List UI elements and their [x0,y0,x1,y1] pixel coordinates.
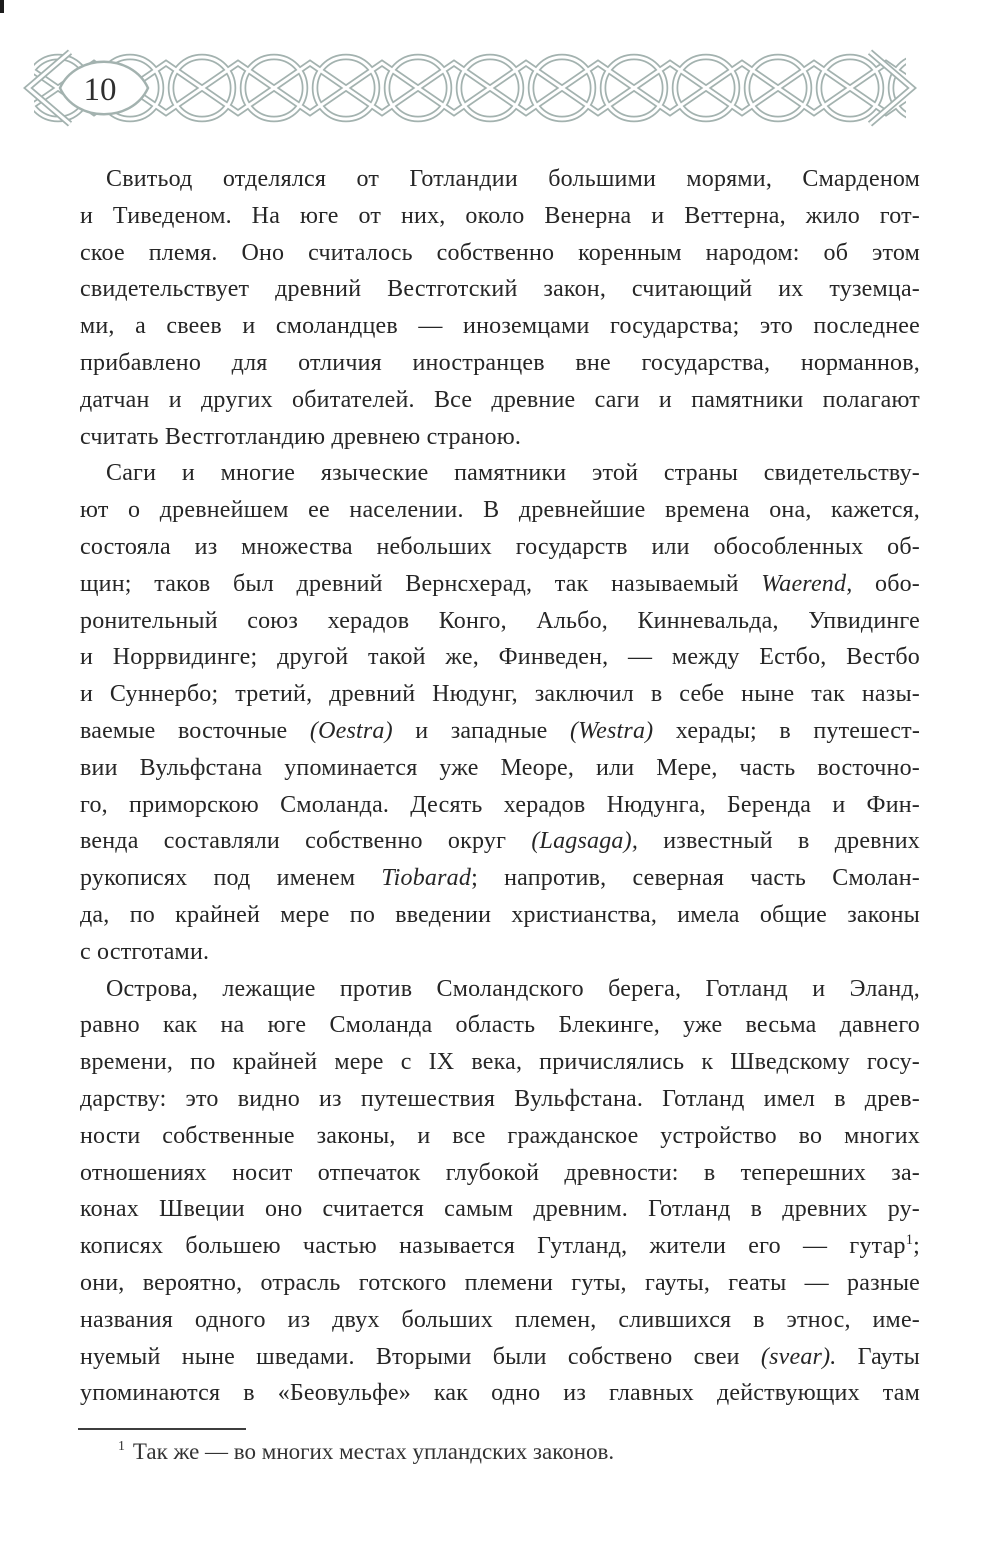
text-line: времени, по крайней мере с IX века, причислялись к Шведскому госу- [80,1049,920,1076]
paragraph [80,971,920,1413]
paragraph [80,455,920,970]
text-line: датчан и других обитателей. Все древние саги и памятники полагают [80,386,920,413]
text-line: с остготами. [80,938,210,965]
text-line: отношениях носит отпечаток глубокой древности: в теперешних за- [80,1159,920,1186]
text-line: ми, а свеев и смоландцев — иноземцами государства; это последнее [80,313,920,340]
text-line: ское племя. Оно считалось собственно коренным народом: об этом [80,239,920,266]
text-line: и Суннербо; третий, древний Нюдунг, заключил в себе ныне так назы- [80,681,920,708]
text-line: рукописях под именем Tiobarad; напротив, северная часть Смолан- [80,865,920,892]
footnote-text: Так же — во многих местах упландских законов. [132,1439,615,1464]
text-line: дарству: это видно из путешествия Вульфстана. Готланд имел в древ- [80,1085,920,1112]
text-line: конах Швеции оно считается самым древним. Готланд в древних ру- [80,1196,920,1223]
text-line: и Тиведеном. На юге от них, около Венерна и Веттерна, жило гот- [80,202,920,229]
footnote-rule [78,1428,246,1430]
text-line: состояла из множества небольших государств или обособленных об- [80,533,920,560]
text-line: кописях большею частью называется Гутланд, жители его — гутар$^1$; [80,1232,920,1260]
text-line: нуемый ныне шведами. Вторыми были собствено свеи (svear). Гауты [80,1343,920,1370]
page-number: 10 [83,72,117,108]
text-line: свидетельствует древний Вестготский закон, считающий их туземца- [80,276,920,303]
text-line: Острова, лежащие против Смоландского берега, Готланд и Эланд, [106,975,920,1002]
scan-artifact [0,0,4,13]
text-line: го, приморскою Смоланда. Десять херадов Нюдунга, Беренда и Фин- [80,791,920,818]
text-line: вии Вульфстана упоминается уже Меоре, или Мере, часть восточно- [80,754,920,781]
footnote-marker: 1 [118,1438,125,1454]
text-line: названия одного из двух больших племен, слившихся в этнос, име- [80,1306,920,1333]
text-line: Саги и многие языческие памятники этой страны свидетельству- [106,460,920,487]
paragraph [80,161,920,455]
text-line: ваемые восточные (Oestra) и западные (Westra) херады; в путешест- [80,717,920,744]
text-line: ронительный союз херадов Конго, Альбо, Кинневальда, Упвидинге [80,607,920,634]
footnote-line [80,1436,920,1468]
text-line: считать Вестготландию древнею страною. [80,423,522,450]
text-line: равно как на юге Смоланда область Блекинге, уже весьма давнего [80,1012,920,1039]
text-line: ности собственные законы, и все гражданское устройство во многих [80,1122,920,1149]
text-line: Свитьод отделялся от Готландии большими морями, Смарденом [106,166,920,192]
text-line: ют о древнейшем ее населении. В древнейшие времена она, кажется, [80,497,920,524]
text-line: упоминаются в «Беовульфе» как одно из главных действующих там [80,1380,920,1407]
text-line: венда составляли собственно округ (Lagsaga), известный в древних [80,828,920,855]
text-line: прибавлено для отличия иностранцев вне государства, норманнов, [80,349,920,376]
celtic-knot-ornament [22,47,918,129]
text-line: щин; таков был древний Вернсхерад, так называемый Waerend, обо- [80,570,920,597]
text-line: они, вероятно, отрасль готского племени гуты, гауты, геаты — разные [80,1269,920,1296]
footnote [80,1436,920,1468]
text-line: да, по крайней мере по введении христианства, имела общие законы [80,901,920,928]
knot-band [34,49,906,127]
text-block [80,161,920,1412]
text-line: и Норрвидинге; другой такой же, Финведен, — между Естбо, Вестбо [80,644,920,671]
